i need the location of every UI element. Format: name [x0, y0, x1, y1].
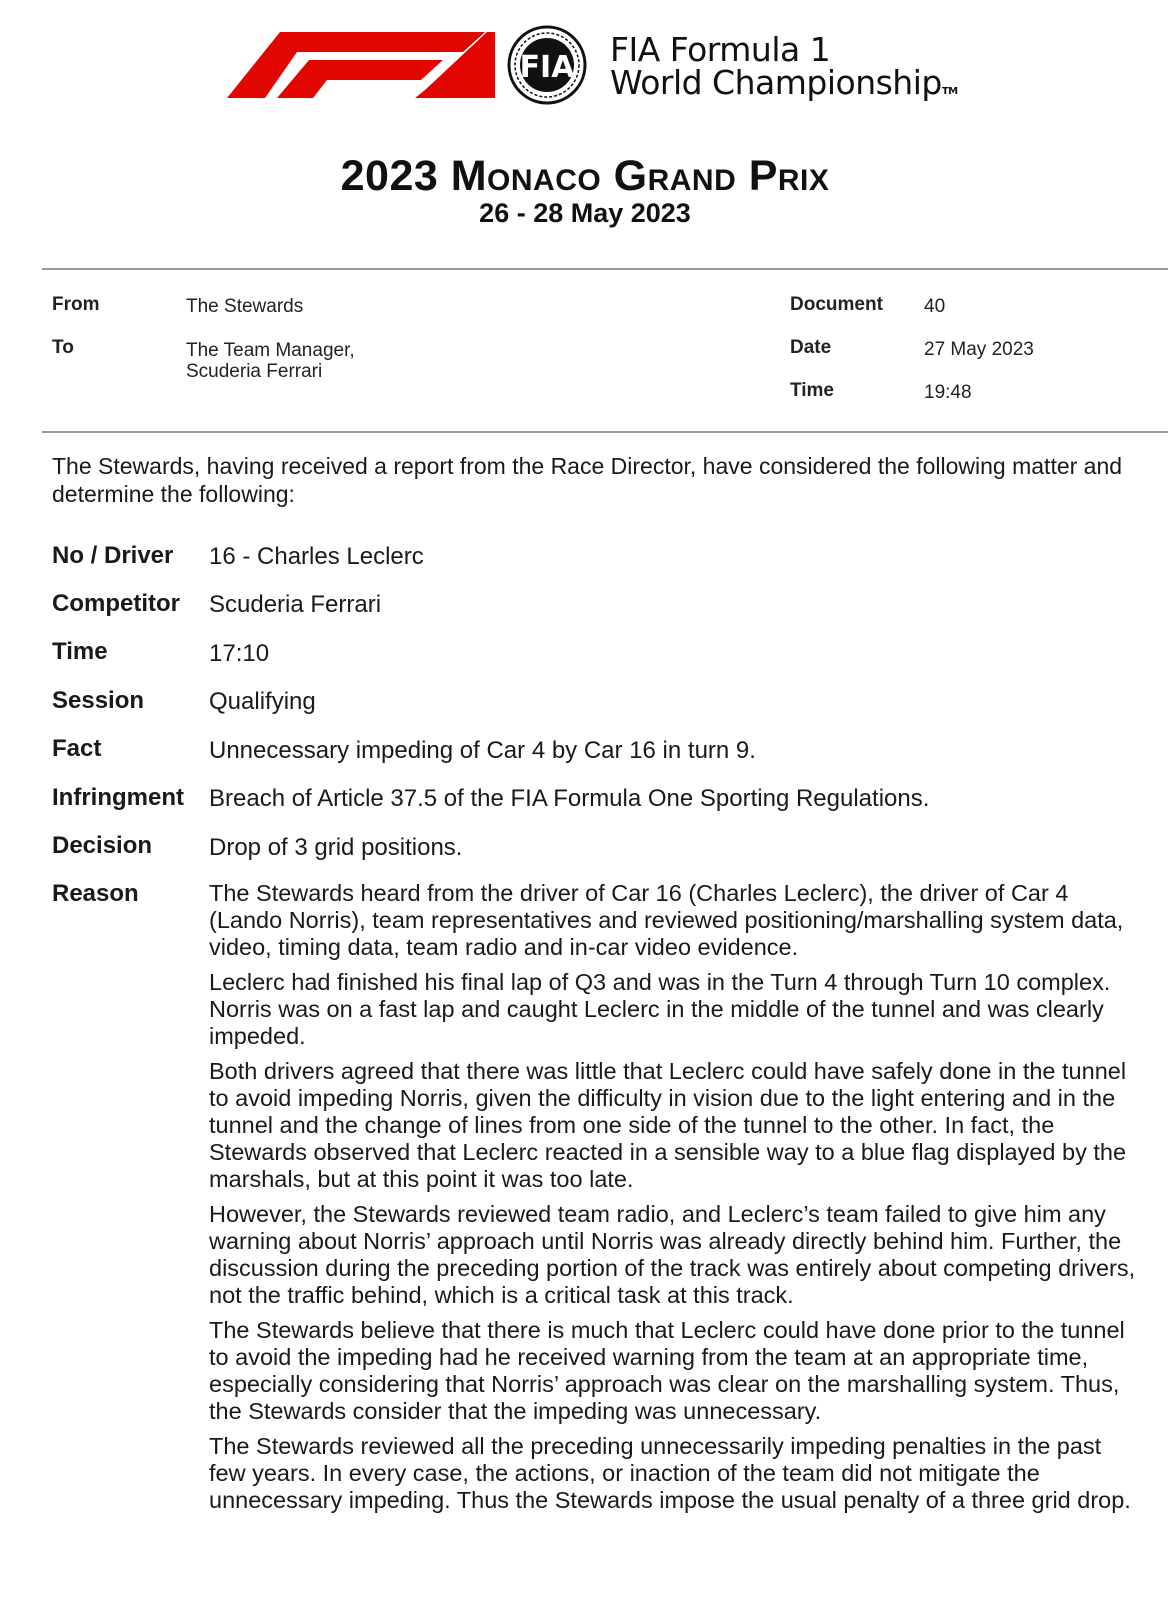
document-header	[0, 0, 1170, 130]
reason-paragraph: However, the Stewards reviewed team radio, and Leclerc’s team failed to give him any warning about Norris’ approach until Norris was already directly behind him. Further, the discussion during the preceding portion of the track was entirely about competing drivers, not the traffic behind, which is a critical task at this track.	[209, 1201, 1136, 1308]
championship-line-2: World ChampionshipTM	[610, 63, 958, 102]
reason-paragraph: Leclerc had finished his final lap of Q3 and was in the Turn 4 through Turn 10 complex. Norris was on a fast lap and caught Leclerc in the middle of the tunnel and was clearly impeded.	[209, 969, 1111, 1049]
championship-name	[610, 30, 958, 108]
document-number: 40	[924, 296, 946, 317]
document-label: Document	[790, 294, 883, 315]
fia-seal-text: FIA	[519, 50, 575, 85]
intro-paragraph: The Stewards, having received a report from the Race Director, have considered the following matter and determine the following:	[52, 453, 1123, 507]
from-value: The Stewards	[186, 296, 304, 317]
row-value-fact: Unnecessary impeding of Car 4 by Car 16 in turn 9.	[209, 737, 756, 764]
reason-paragraph: Both drivers agreed that there was little that Leclerc could have safely done in the tunnel to avoid impeding Norris, given the difficulty in vision due to the light entering and in the tunnel and the change of lines from one side of the tunnel to the other. In fact, the Stewards observed that Leclerc reacted in a sensible way to a blue flag displayed by the marshals, but at this point it was too late.	[209, 1058, 1127, 1192]
row-label-competitor: Competitor	[52, 590, 180, 617]
to-label: To	[52, 337, 74, 358]
date-value: 27 May 2023	[924, 339, 1034, 360]
row-value-driver: 16 - Charles Leclerc	[209, 543, 424, 570]
row-value-session: Qualifying	[209, 688, 316, 715]
championship-line-1: FIA Formula 1	[610, 30, 831, 69]
date-label: Date	[790, 337, 832, 358]
divider-top	[42, 268, 1168, 270]
row-label-decision: Decision	[52, 832, 153, 859]
event-dates: 26 - 28 May 2023	[479, 198, 691, 228]
time-value: 19:48	[924, 382, 972, 403]
row-label-session: Session	[52, 687, 145, 714]
row-label-time: Time	[52, 638, 108, 665]
reason-paragraph: The Stewards reviewed all the preceding unnecessarily impeding penalties in the past few years. In every case, the actions, or inaction of the team did not mitigate the unnecessary impeding. Thus the Stewards impose the usual penalty of a three grid drop.	[209, 1433, 1131, 1513]
reason-text	[209, 880, 1139, 1522]
from-label: From	[52, 294, 100, 315]
event-title: 2023 Monaco Grand Prix	[340, 152, 830, 200]
to-value-line-2: Scuderia Ferrari	[186, 361, 323, 382]
trademark-mark: TM	[941, 86, 958, 97]
reason-paragraph: The Stewards believe that there is much that Leclerc could have done prior to the tunnel to avoid the impeding had he received warning from the team at an appropriate time, especially considering that Norris’ approach was clear on the marshalling system. Thus, the Stewards consider that the impeding was unnecessary.	[209, 1317, 1125, 1424]
row-value-competitor: Scuderia Ferrari	[209, 591, 382, 618]
reason-paragraph: The Stewards heard from the driver of Car 16 (Charles Leclerc), the driver of Car 4 (Lando Norris), team representatives and reviewed positioning/marshalling system data, video, timing data, team radio and in-car video evidence.	[209, 880, 1124, 960]
row-label-driver: No / Driver	[52, 542, 174, 569]
row-label-fact: Fact	[52, 735, 102, 762]
row-label-infringement: Infringment	[52, 784, 184, 811]
row-label-reason: Reason	[52, 880, 139, 907]
time-label: Time	[790, 380, 835, 401]
divider-bottom	[42, 431, 1168, 433]
fia-seal-logo	[492, 25, 602, 105]
row-value-decision: Drop of 3 grid positions.	[209, 834, 463, 861]
row-value-infringement: Breach of Article 37.5 of the FIA Formula One Sporting Regulations.	[209, 785, 930, 812]
row-value-time: 17:10	[209, 640, 270, 667]
to-value-line-1: The Team Manager,	[186, 340, 355, 361]
f1-logo	[225, 30, 495, 100]
